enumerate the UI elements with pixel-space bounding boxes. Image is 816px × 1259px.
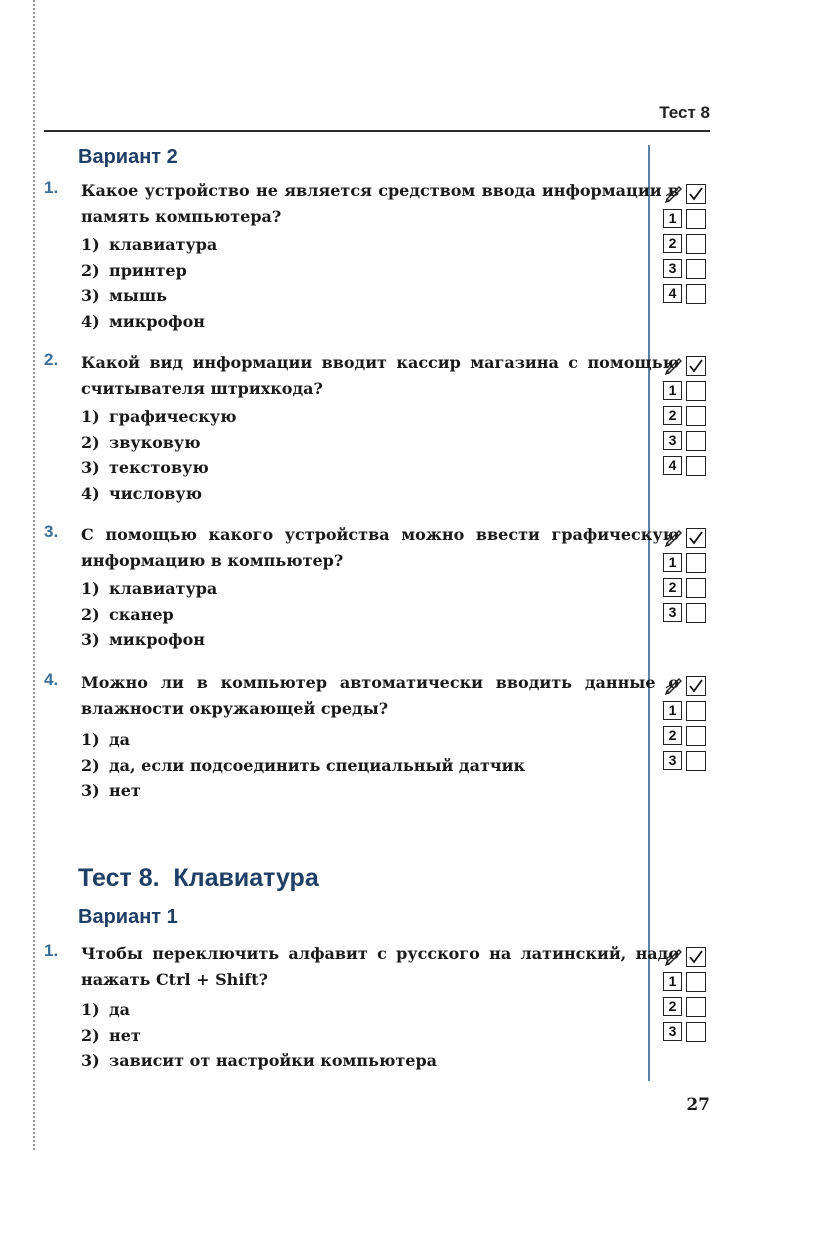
pencil-icon xyxy=(664,527,684,547)
option-text: да xyxy=(109,730,131,749)
answer-grid-row xyxy=(662,233,716,255)
answer-options xyxy=(81,404,237,506)
header-rule xyxy=(44,130,710,132)
option-number: 3) xyxy=(81,1051,100,1070)
question-text: Какой вид информации вводит кассир магазина с помощью считывателя штрихкода? xyxy=(81,353,679,398)
option-number: 2) xyxy=(81,755,100,775)
answer-option xyxy=(81,727,525,753)
answer-grid-header xyxy=(662,675,716,697)
binding-dotted-line xyxy=(33,0,35,1150)
answer-number-box: 2 xyxy=(663,578,682,597)
option-text: графическую xyxy=(109,407,237,426)
answer-options xyxy=(81,727,525,804)
option-number: 2) xyxy=(81,432,100,452)
answer-grid-row xyxy=(662,552,716,574)
question-number: 3. xyxy=(44,522,59,541)
answer-number-box: 1 xyxy=(663,701,682,720)
answer-grid xyxy=(662,675,716,775)
option-number: 1) xyxy=(81,579,100,598)
answer-number-box: 4 xyxy=(663,284,682,303)
answer-grid-header xyxy=(662,946,716,968)
answer-grid-header xyxy=(662,527,716,549)
answer-checkbox[interactable] xyxy=(686,726,706,746)
option-text: микрофон xyxy=(109,630,205,649)
pencil-icon xyxy=(664,675,684,695)
answer-grid xyxy=(662,183,716,308)
answer-checkbox[interactable] xyxy=(686,284,706,304)
answer-number-box: 3 xyxy=(663,751,682,770)
answer-option xyxy=(81,283,217,309)
answer-grid-row xyxy=(662,577,716,599)
answer-checkbox[interactable] xyxy=(686,259,706,279)
answer-grid-row xyxy=(662,405,716,427)
option-number: 3) xyxy=(81,286,100,305)
answer-grid-row xyxy=(662,700,716,722)
answer-grid-row xyxy=(662,750,716,772)
option-text: числовую xyxy=(109,483,203,503)
check-icon xyxy=(687,529,705,547)
answer-checkbox[interactable] xyxy=(686,603,706,623)
option-text: нет xyxy=(109,781,141,800)
pencil-icon xyxy=(664,675,684,695)
answer-option xyxy=(81,627,217,653)
answer-checkbox[interactable] xyxy=(686,1022,706,1042)
pencil-icon xyxy=(664,355,684,375)
answer-grid-row xyxy=(662,258,716,280)
option-number: 2) xyxy=(81,1025,100,1045)
option-number: 4) xyxy=(81,483,100,503)
answer-checkbox[interactable] xyxy=(686,381,706,401)
check-icon xyxy=(687,357,705,375)
answer-option xyxy=(81,602,217,628)
test-title: Тест 8. Клавиатура xyxy=(78,864,319,892)
option-number: 1) xyxy=(81,1000,100,1019)
answer-checkbox[interactable] xyxy=(686,997,706,1017)
answer-checkbox[interactable] xyxy=(686,456,706,476)
answer-checkbox[interactable] xyxy=(686,578,706,598)
answer-number-box: 3 xyxy=(663,1022,682,1041)
answer-checkbox[interactable] xyxy=(686,234,706,254)
answer-option xyxy=(81,481,237,507)
pencil-icon xyxy=(664,183,684,203)
option-text: принтер xyxy=(109,260,187,280)
answer-option xyxy=(81,1023,437,1049)
check-icon xyxy=(687,948,705,966)
answer-options xyxy=(81,576,217,653)
question-text: С помощью какого устройства можно ввести графическую информацию в компьютер? xyxy=(81,525,679,570)
answer-number-box: 1 xyxy=(663,972,682,991)
question-number: 1. xyxy=(44,941,59,960)
answer-grid-row xyxy=(662,208,716,230)
variant-title: Вариант 1 xyxy=(78,906,178,928)
answer-number-box: 4 xyxy=(663,456,682,475)
option-number: 1) xyxy=(81,235,100,254)
pencil-icon xyxy=(664,183,684,203)
option-text: текстовую xyxy=(109,458,209,477)
option-number: 3) xyxy=(81,458,100,477)
check-icon xyxy=(687,185,705,203)
check-icon xyxy=(686,528,706,548)
check-icon xyxy=(686,356,706,376)
answer-number-box: 1 xyxy=(663,209,682,228)
option-text: клавиатура xyxy=(109,579,218,598)
option-number: 2) xyxy=(81,260,100,280)
answer-number-box: 2 xyxy=(663,997,682,1016)
answer-checkbox[interactable] xyxy=(686,972,706,992)
answer-option xyxy=(81,778,525,804)
answer-grid xyxy=(662,527,716,627)
answer-grid-row xyxy=(662,430,716,452)
answer-number-box: 1 xyxy=(663,381,682,400)
variant-title: Вариант 2 xyxy=(78,146,178,168)
option-text: мышь xyxy=(109,286,167,305)
option-text: сканер xyxy=(109,604,174,624)
answer-options xyxy=(81,997,437,1074)
answer-number-box: 3 xyxy=(663,259,682,278)
answer-grid-row xyxy=(662,602,716,624)
answer-option xyxy=(81,430,237,456)
answer-option xyxy=(81,753,525,779)
pencil-icon xyxy=(664,527,684,547)
question-number: 2. xyxy=(44,350,59,369)
answer-number-box: 2 xyxy=(663,726,682,745)
option-number: 3) xyxy=(81,781,100,800)
option-text: да xyxy=(109,1000,131,1019)
check-icon xyxy=(686,676,706,696)
question-number: 1. xyxy=(44,178,59,197)
answer-checkbox[interactable] xyxy=(686,406,706,426)
answer-grid-row xyxy=(662,971,716,993)
answer-number-box: 2 xyxy=(663,406,682,425)
question-text: Какое устройство не является средством ввода информации в память компьютера? xyxy=(81,181,679,226)
option-text: микрофон xyxy=(109,311,205,331)
option-text: нет xyxy=(109,1025,141,1045)
answer-grid-row xyxy=(662,283,716,305)
answer-checkbox[interactable] xyxy=(686,553,706,573)
answer-grid-row xyxy=(662,725,716,747)
option-number: 1) xyxy=(81,407,100,426)
answer-grid-header xyxy=(662,355,716,377)
answer-option xyxy=(81,309,217,335)
answer-option xyxy=(81,1048,437,1074)
answer-grid xyxy=(662,355,716,480)
option-text: зависит от настройки компьютера xyxy=(109,1051,438,1070)
answer-number-box: 1 xyxy=(663,553,682,572)
question-text: Можно ли в компьютер автоматически вводить данные о влажности окружающей среды? xyxy=(81,673,679,718)
pencil-icon xyxy=(664,946,684,966)
answer-checkbox[interactable] xyxy=(686,751,706,771)
page-number: 27 xyxy=(686,1095,710,1115)
answer-options xyxy=(81,232,217,334)
answer-checkbox[interactable] xyxy=(686,209,706,229)
answer-grid-row xyxy=(662,380,716,402)
option-text: да, если подсоединить специальный датчик xyxy=(109,755,525,775)
question-text: Чтобы переключить алфавит с русского на латинский, надо нажать Ctrl + Shift? xyxy=(81,944,679,989)
answer-number-box: 3 xyxy=(663,431,682,450)
check-icon xyxy=(686,184,706,204)
pencil-icon xyxy=(664,946,684,966)
answer-grid-row xyxy=(662,996,716,1018)
option-text: звуковую xyxy=(109,432,201,452)
answer-grid-row xyxy=(662,455,716,477)
answer-option xyxy=(81,997,437,1023)
answer-option xyxy=(81,258,217,284)
option-text: клавиатура xyxy=(109,235,218,254)
answer-grid-header xyxy=(662,183,716,205)
answer-number-box: 2 xyxy=(663,234,682,253)
answer-option xyxy=(81,455,237,481)
answer-grid xyxy=(662,946,716,1046)
answer-grid-row xyxy=(662,1021,716,1043)
question-number: 4. xyxy=(44,670,59,689)
answer-option xyxy=(81,232,217,258)
option-number: 3) xyxy=(81,630,100,649)
answer-checkbox[interactable] xyxy=(686,701,706,721)
answer-option xyxy=(81,576,217,602)
option-number: 1) xyxy=(81,730,100,749)
answer-number-box: 3 xyxy=(663,603,682,622)
check-icon xyxy=(686,947,706,967)
check-icon xyxy=(687,677,705,695)
option-number: 2) xyxy=(81,604,100,624)
answer-checkbox[interactable] xyxy=(686,431,706,451)
running-header: Тест 8 xyxy=(659,103,710,122)
answer-option xyxy=(81,404,237,430)
pencil-icon xyxy=(664,355,684,375)
option-number: 4) xyxy=(81,311,100,331)
